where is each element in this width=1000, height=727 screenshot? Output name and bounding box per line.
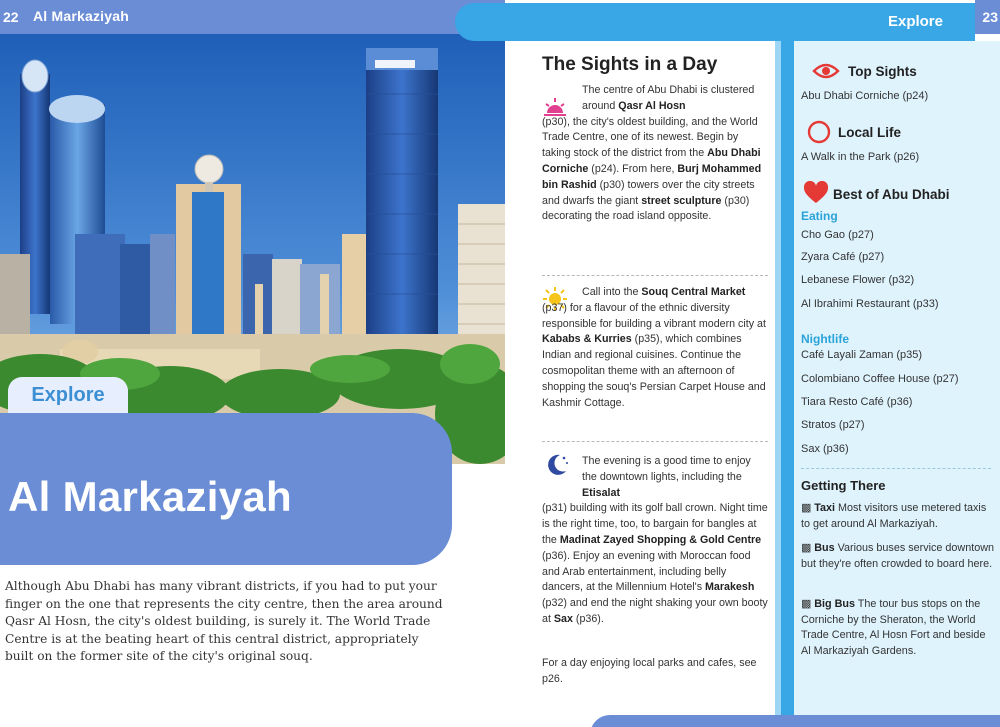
- sights-in-a-day-column: [505, 41, 781, 727]
- divider: [542, 275, 768, 276]
- local-life-title: Local Life: [838, 125, 902, 140]
- nightlife-item: Stratos (p27): [801, 419, 865, 431]
- page-title: Al Markaziyah: [8, 473, 293, 520]
- top-sights-title: Top Sights: [848, 64, 917, 79]
- nightlife-item: Café Layali Zaman (p35): [801, 349, 923, 361]
- tour-bus-icon: ▩: [801, 598, 812, 610]
- morning-paragraph: The centre of Abu Dhabi is clustered around Qasr Al Hosn (p30), the city's oldest building, and the World Trade Centre, one of its newest. Begin by taking stock of the district from the Abu Dhabi Corniche (p24). From here, Burj Mohammed bin Rashid (p30) towers over the city streets and dwarfs the giant street sculpture (p30) decorating the road island opposite.: [542, 84, 762, 223]
- circle-icon: [806, 119, 832, 145]
- transport-big-bus: ▩ Big Bus The tour bus stops on the Corniche by the Sheraton, the World Trade Centre, Al Hosn Fort and beside Al Markaziyah Gardens.: [801, 598, 986, 658]
- taxi-icon: ▩: [801, 502, 812, 514]
- getting-there-title: Getting There: [801, 478, 886, 493]
- eating-item: Al Ibrahimi Restaurant (p33): [801, 298, 939, 310]
- right-header-title: Explore: [887, 13, 943, 30]
- sights-footer: For a day enjoying local parks and cafes, see p26.: [542, 657, 757, 685]
- nightlife-item: Colombiano Coffee House (p27): [801, 373, 959, 385]
- evening-paragraph: The evening is a good time to enjoy the downtown lights, including the Etisalat (p31) building with its golf ball crown. Night time is the right time, too, to bargain for bangles at the Madinat Zayed Shopping & Gold Centre (p36). Enjoy an evening with Moroccan food and Arab entertainment, including belly dancers, at the Millennium Hotel's Marakesh (p32) and end the night shaking your own booty at Sax (p36).: [542, 455, 768, 625]
- eating-item: Lebanese Flower (p32): [801, 274, 915, 286]
- top-sight-item: Abu Dhabi Corniche (p24): [801, 90, 929, 102]
- eating-label: Eating: [801, 209, 838, 223]
- eating-item: Zyara Café (p27): [801, 251, 885, 263]
- sidebar-divider: [801, 468, 991, 469]
- left-header-title: Al Markaziyah: [33, 8, 129, 24]
- sidebar: [794, 41, 1000, 727]
- column-divider: [781, 41, 794, 727]
- eye-icon: [812, 61, 840, 81]
- bus-icon: ▩: [801, 542, 812, 554]
- afternoon-paragraph: Call into the Souq Central Market (p37) for a flavour of the ethnic diversity responsible for building a vibrant modern city at Kababs & Kurries (p35), which combines Indian and regional cuisines. Continue the cosmopolitan theme with an afternoon of shopping the souq's Persian Carpet House and Kashmir Cottage.: [542, 286, 766, 409]
- nightlife-item: Sax (p36): [801, 443, 849, 455]
- local-life-item: A Walk in the Park (p26): [801, 151, 920, 163]
- title-band: [0, 413, 452, 565]
- eating-item: Cho Gao (p27): [801, 229, 874, 241]
- right-page-number-box: [975, 0, 1000, 34]
- transport-bus: ▩ Bus Various buses service downtown but they're often crowded to board here.: [801, 542, 995, 570]
- left-page-header: [0, 0, 505, 34]
- heart-icon: [803, 181, 829, 205]
- right-page-header: [455, 3, 975, 41]
- nightlife-label: Nightlife: [801, 332, 849, 346]
- nightlife-item: Tiara Resto Café (p36): [801, 396, 913, 408]
- left-page-number: 22: [3, 9, 19, 25]
- transport-taxi: ▩ Taxi Most visitors use metered taxis to get around Al Markaziyah.: [801, 502, 987, 530]
- explore-tag: Explore: [8, 377, 128, 413]
- right-page-number: 23: [982, 9, 998, 25]
- intro-paragraph: Although Abu Dhabi has many vibrant districts, if you had to put your finger on the one that represents the city centre, then the area around Qasr Al Hosn, the city's oldest building, is surely it. The World Trade Centre is at the beating heart of this central district, appropriately built on the former site of the city's original souq.: [5, 579, 443, 663]
- sights-title: The Sights in a Day: [542, 54, 718, 75]
- bottom-band: [590, 715, 1000, 727]
- best-of-title: Best of Abu Dhabi: [833, 187, 950, 202]
- divider: [542, 441, 768, 442]
